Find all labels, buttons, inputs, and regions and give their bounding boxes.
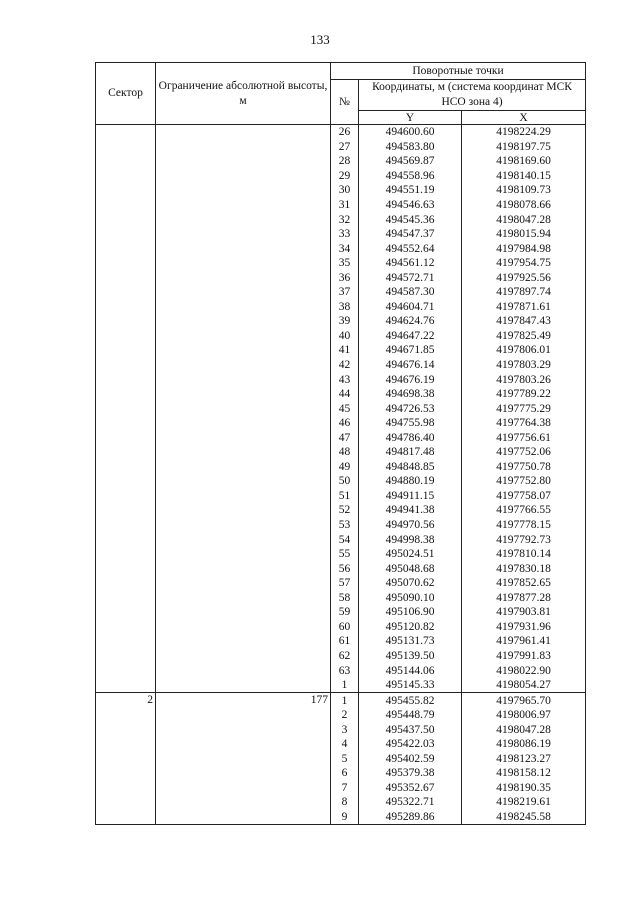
sector-cell	[96, 752, 156, 767]
x-coordinate-cell: 4197903.81	[462, 605, 586, 620]
header-coordinates: Координаты, м (система координат МСК НСО зона 4)	[359, 80, 586, 111]
y-coordinate-cell: 495437.50	[359, 722, 462, 737]
sector-cell	[96, 387, 156, 402]
point-number-cell: 47	[331, 430, 359, 445]
table-row	[96, 810, 586, 825]
header-number: №	[331, 80, 359, 125]
altitude-cell	[156, 358, 331, 373]
table-row	[96, 270, 586, 285]
header-altitude-limit: Ограничение абсолютной высоты, м	[156, 63, 331, 125]
x-coordinate-cell: 4197803.26	[462, 372, 586, 387]
sector-cell	[96, 503, 156, 518]
y-coordinate-cell: 494970.56	[359, 518, 462, 533]
altitude-cell	[156, 503, 331, 518]
sector-cell	[96, 649, 156, 664]
x-coordinate-cell: 4197825.49	[462, 329, 586, 344]
y-coordinate-cell: 494561.12	[359, 256, 462, 271]
x-coordinate-cell: 4198022.90	[462, 663, 586, 678]
point-number-cell: 7	[331, 781, 359, 796]
point-number-cell: 8	[331, 795, 359, 810]
y-coordinate-cell: 494911.15	[359, 489, 462, 504]
y-coordinate-cell: 494624.76	[359, 314, 462, 329]
altitude-cell: 177	[156, 693, 331, 708]
sector-cell	[96, 781, 156, 796]
point-number-cell: 44	[331, 387, 359, 402]
header-y: Y	[359, 111, 462, 125]
point-number-cell: 63	[331, 663, 359, 678]
altitude-cell	[156, 663, 331, 678]
y-coordinate-cell: 494726.53	[359, 401, 462, 416]
x-coordinate-cell: 4198054.27	[462, 678, 586, 693]
table-row	[96, 649, 586, 664]
altitude-cell	[156, 766, 331, 781]
x-coordinate-cell: 4198219.61	[462, 795, 586, 810]
altitude-cell	[156, 169, 331, 184]
altitude-cell	[156, 474, 331, 489]
y-coordinate-cell: 494583.80	[359, 140, 462, 155]
sector-cell	[96, 591, 156, 606]
sector-cell	[96, 795, 156, 810]
table-row	[96, 489, 586, 504]
altitude-cell	[156, 140, 331, 155]
altitude-cell	[156, 460, 331, 475]
sector-cell	[96, 474, 156, 489]
y-coordinate-cell: 495131.73	[359, 634, 462, 649]
altitude-cell	[156, 795, 331, 810]
x-coordinate-cell: 4197775.29	[462, 401, 586, 416]
sector-cell	[96, 722, 156, 737]
table-row	[96, 474, 586, 489]
y-coordinate-cell: 494545.36	[359, 212, 462, 227]
x-coordinate-cell: 4197756.61	[462, 430, 586, 445]
x-coordinate-cell: 4197897.74	[462, 285, 586, 300]
header-sector: Сектор	[96, 63, 156, 125]
altitude-cell	[156, 430, 331, 445]
sector-cell	[96, 227, 156, 242]
x-coordinate-cell: 4197758.07	[462, 489, 586, 504]
x-coordinate-cell: 4197847.43	[462, 314, 586, 329]
altitude-cell	[156, 416, 331, 431]
sector-cell	[96, 270, 156, 285]
altitude-cell	[156, 810, 331, 825]
sector-cell	[96, 766, 156, 781]
altitude-cell	[156, 591, 331, 606]
table-row	[96, 416, 586, 431]
table-row	[96, 634, 586, 649]
point-number-cell: 36	[331, 270, 359, 285]
y-coordinate-cell: 494604.71	[359, 300, 462, 315]
table-row	[96, 140, 586, 155]
point-number-cell: 2	[331, 708, 359, 723]
table-row	[96, 620, 586, 635]
x-coordinate-cell: 4197806.01	[462, 343, 586, 358]
x-coordinate-cell: 4197965.70	[462, 693, 586, 708]
x-coordinate-cell: 4198140.15	[462, 169, 586, 184]
y-coordinate-cell: 494671.85	[359, 343, 462, 358]
x-coordinate-cell: 4198158.12	[462, 766, 586, 781]
x-coordinate-cell: 4198006.97	[462, 708, 586, 723]
point-number-cell: 48	[331, 445, 359, 460]
x-coordinate-cell: 4197750.78	[462, 460, 586, 475]
table-row	[96, 300, 586, 315]
sector-cell	[96, 518, 156, 533]
table-row	[96, 503, 586, 518]
point-number-cell: 37	[331, 285, 359, 300]
x-coordinate-cell: 4197852.65	[462, 576, 586, 591]
sector-cell	[96, 154, 156, 169]
page-number: 133	[310, 32, 330, 47]
altitude-cell	[156, 343, 331, 358]
point-number-cell: 50	[331, 474, 359, 489]
point-number-cell: 56	[331, 561, 359, 576]
point-number-cell: 31	[331, 198, 359, 213]
point-number-cell: 26	[331, 125, 359, 140]
y-coordinate-cell: 495048.68	[359, 561, 462, 576]
sector-cell	[96, 489, 156, 504]
altitude-cell	[156, 212, 331, 227]
point-number-cell: 41	[331, 343, 359, 358]
point-number-cell: 62	[331, 649, 359, 664]
altitude-cell	[156, 605, 331, 620]
y-coordinate-cell: 494698.38	[359, 387, 462, 402]
point-number-cell: 3	[331, 722, 359, 737]
table-row	[96, 314, 586, 329]
point-number-cell: 57	[331, 576, 359, 591]
point-number-cell: 52	[331, 503, 359, 518]
sector-cell	[96, 678, 156, 693]
x-coordinate-cell: 4197925.56	[462, 270, 586, 285]
sector-cell	[96, 256, 156, 271]
x-coordinate-cell: 4198245.58	[462, 810, 586, 825]
point-number-cell: 40	[331, 329, 359, 344]
point-number-cell: 6	[331, 766, 359, 781]
y-coordinate-cell: 495422.03	[359, 737, 462, 752]
x-coordinate-cell: 4197871.61	[462, 300, 586, 315]
x-coordinate-cell: 4197803.29	[462, 358, 586, 373]
sector-cell	[96, 401, 156, 416]
x-coordinate-cell: 4197830.18	[462, 561, 586, 576]
x-coordinate-cell: 4197931.96	[462, 620, 586, 635]
sector-cell	[96, 125, 156, 140]
altitude-cell	[156, 518, 331, 533]
point-number-cell: 60	[331, 620, 359, 635]
y-coordinate-cell: 495144.06	[359, 663, 462, 678]
table-row	[96, 256, 586, 271]
x-coordinate-cell: 4198047.28	[462, 722, 586, 737]
point-number-cell: 38	[331, 300, 359, 315]
x-coordinate-cell: 4197877.28	[462, 591, 586, 606]
altitude-cell	[156, 387, 331, 402]
header-x: X	[462, 111, 586, 125]
altitude-cell	[156, 649, 331, 664]
altitude-cell	[156, 256, 331, 271]
x-coordinate-cell: 4197984.98	[462, 241, 586, 256]
sector-cell	[96, 445, 156, 460]
y-coordinate-cell: 494848.85	[359, 460, 462, 475]
point-number-cell: 9	[331, 810, 359, 825]
sector-cell	[96, 708, 156, 723]
sector-cell	[96, 620, 156, 635]
point-number-cell: 43	[331, 372, 359, 387]
table-row	[96, 708, 586, 723]
point-number-cell: 27	[331, 140, 359, 155]
altitude-cell	[156, 314, 331, 329]
sector-cell	[96, 140, 156, 155]
table-row	[96, 445, 586, 460]
y-coordinate-cell: 495139.50	[359, 649, 462, 664]
x-coordinate-cell: 4197961.41	[462, 634, 586, 649]
sector-cell	[96, 416, 156, 431]
altitude-cell	[156, 489, 331, 504]
table-row	[96, 241, 586, 256]
point-number-cell: 5	[331, 752, 359, 767]
y-coordinate-cell: 494817.48	[359, 445, 462, 460]
point-number-cell: 51	[331, 489, 359, 504]
table-row	[96, 547, 586, 562]
x-coordinate-cell: 4197789.22	[462, 387, 586, 402]
table-row	[96, 663, 586, 678]
point-number-cell: 1	[331, 678, 359, 693]
altitude-cell	[156, 678, 331, 693]
table-row	[96, 752, 586, 767]
x-coordinate-cell: 4197752.06	[462, 445, 586, 460]
altitude-cell	[156, 547, 331, 562]
y-coordinate-cell: 495448.79	[359, 708, 462, 723]
point-number-cell: 42	[331, 358, 359, 373]
altitude-cell	[156, 620, 331, 635]
table-row	[96, 460, 586, 475]
x-coordinate-cell: 4198086.19	[462, 737, 586, 752]
x-coordinate-cell: 4197991.83	[462, 649, 586, 664]
altitude-cell	[156, 737, 331, 752]
x-coordinate-cell: 4197766.55	[462, 503, 586, 518]
y-coordinate-cell: 495120.82	[359, 620, 462, 635]
y-coordinate-cell: 494551.19	[359, 183, 462, 198]
table-row	[96, 430, 586, 445]
y-coordinate-cell: 495455.82	[359, 693, 462, 708]
x-coordinate-cell: 4198078.66	[462, 198, 586, 213]
sector-cell	[96, 663, 156, 678]
y-coordinate-cell: 495070.62	[359, 576, 462, 591]
sector-cell	[96, 212, 156, 227]
x-coordinate-cell: 4197792.73	[462, 532, 586, 547]
sector-cell	[96, 810, 156, 825]
table-row	[96, 561, 586, 576]
y-coordinate-cell: 494880.19	[359, 474, 462, 489]
y-coordinate-cell: 494547.37	[359, 227, 462, 242]
sector-cell: 2	[96, 693, 156, 708]
point-number-cell: 53	[331, 518, 359, 533]
x-coordinate-cell: 4198109.73	[462, 183, 586, 198]
x-coordinate-cell: 4197764.38	[462, 416, 586, 431]
table-row	[96, 766, 586, 781]
altitude-cell	[156, 227, 331, 242]
table-row	[96, 737, 586, 752]
table-row	[96, 591, 586, 606]
sector-cell	[96, 314, 156, 329]
y-coordinate-cell: 495402.59	[359, 752, 462, 767]
y-coordinate-cell: 495024.51	[359, 547, 462, 562]
point-number-cell: 55	[331, 547, 359, 562]
sector-cell	[96, 576, 156, 591]
point-number-cell: 49	[331, 460, 359, 475]
altitude-cell	[156, 329, 331, 344]
point-number-cell: 59	[331, 605, 359, 620]
sector-cell	[96, 343, 156, 358]
point-number-cell: 30	[331, 183, 359, 198]
y-coordinate-cell: 494941.38	[359, 503, 462, 518]
altitude-cell	[156, 401, 331, 416]
y-coordinate-cell: 495379.38	[359, 766, 462, 781]
coordinates-table	[95, 62, 586, 825]
x-coordinate-cell: 4197778.15	[462, 518, 586, 533]
altitude-cell	[156, 183, 331, 198]
x-coordinate-cell: 4197954.75	[462, 256, 586, 271]
altitude-cell	[156, 722, 331, 737]
table-row	[96, 678, 586, 693]
point-number-cell: 4	[331, 737, 359, 752]
sector-cell	[96, 183, 156, 198]
y-coordinate-cell: 494546.63	[359, 198, 462, 213]
y-coordinate-cell: 495289.86	[359, 810, 462, 825]
x-coordinate-cell: 4197752.80	[462, 474, 586, 489]
point-number-cell: 54	[331, 532, 359, 547]
x-coordinate-cell: 4198190.35	[462, 781, 586, 796]
y-coordinate-cell: 494647.22	[359, 329, 462, 344]
point-number-cell: 61	[331, 634, 359, 649]
table-row	[96, 387, 586, 402]
table-row	[96, 169, 586, 184]
sector-cell	[96, 169, 156, 184]
x-coordinate-cell: 4198015.94	[462, 227, 586, 242]
table-row	[96, 125, 586, 140]
table-row	[96, 183, 586, 198]
altitude-cell	[156, 532, 331, 547]
table-row	[96, 795, 586, 810]
point-number-cell: 45	[331, 401, 359, 416]
sector-cell	[96, 605, 156, 620]
table-row	[96, 722, 586, 737]
y-coordinate-cell: 495322.71	[359, 795, 462, 810]
altitude-cell	[156, 154, 331, 169]
y-coordinate-cell: 494572.71	[359, 270, 462, 285]
point-number-cell: 39	[331, 314, 359, 329]
header-turning-points: Поворотные точки	[331, 63, 586, 80]
y-coordinate-cell: 494755.98	[359, 416, 462, 431]
sector-cell	[96, 547, 156, 562]
table-row	[96, 576, 586, 591]
table-row	[96, 227, 586, 242]
sector-cell	[96, 285, 156, 300]
sector-cell	[96, 358, 156, 373]
table-row	[96, 372, 586, 387]
sector-cell	[96, 561, 156, 576]
altitude-cell	[156, 125, 331, 140]
table-row	[96, 532, 586, 547]
y-coordinate-cell: 494569.87	[359, 154, 462, 169]
point-number-cell: 58	[331, 591, 359, 606]
altitude-cell	[156, 300, 331, 315]
point-number-cell: 28	[331, 154, 359, 169]
table-row	[96, 605, 586, 620]
x-coordinate-cell: 4198047.28	[462, 212, 586, 227]
altitude-cell	[156, 372, 331, 387]
y-coordinate-cell: 494558.96	[359, 169, 462, 184]
y-coordinate-cell: 494552.64	[359, 241, 462, 256]
point-number-cell: 34	[331, 241, 359, 256]
y-coordinate-cell: 494600.60	[359, 125, 462, 140]
y-coordinate-cell: 494676.14	[359, 358, 462, 373]
table-row	[96, 329, 586, 344]
altitude-cell	[156, 781, 331, 796]
sector-cell	[96, 329, 156, 344]
table-row	[96, 401, 586, 416]
point-number-cell: 33	[331, 227, 359, 242]
x-coordinate-cell: 4198224.29	[462, 125, 586, 140]
x-coordinate-cell: 4197810.14	[462, 547, 586, 562]
altitude-cell	[156, 576, 331, 591]
sector-cell	[96, 634, 156, 649]
y-coordinate-cell: 494786.40	[359, 430, 462, 445]
x-coordinate-cell: 4198197.75	[462, 140, 586, 155]
sector-cell	[96, 300, 156, 315]
table-body	[96, 125, 586, 825]
table-row	[96, 154, 586, 169]
sector-cell	[96, 460, 156, 475]
table-row	[96, 212, 586, 227]
altitude-cell	[156, 445, 331, 460]
altitude-cell	[156, 708, 331, 723]
point-number-cell: 35	[331, 256, 359, 271]
sector-cell	[96, 430, 156, 445]
altitude-cell	[156, 198, 331, 213]
table-row	[96, 693, 586, 708]
sector-cell	[96, 737, 156, 752]
sector-cell	[96, 198, 156, 213]
sector-cell	[96, 241, 156, 256]
altitude-cell	[156, 241, 331, 256]
y-coordinate-cell: 495090.10	[359, 591, 462, 606]
x-coordinate-cell: 4198123.27	[462, 752, 586, 767]
point-number-cell: 32	[331, 212, 359, 227]
y-coordinate-cell: 494998.38	[359, 532, 462, 547]
sector-cell	[96, 372, 156, 387]
point-number-cell: 1	[331, 693, 359, 708]
sector-cell	[96, 532, 156, 547]
table-row	[96, 198, 586, 213]
table-row	[96, 285, 586, 300]
altitude-cell	[156, 285, 331, 300]
table-row	[96, 343, 586, 358]
y-coordinate-cell: 494676.19	[359, 372, 462, 387]
y-coordinate-cell: 495106.90	[359, 605, 462, 620]
x-coordinate-cell: 4198169.60	[462, 154, 586, 169]
altitude-cell	[156, 270, 331, 285]
table-row	[96, 358, 586, 373]
altitude-cell	[156, 561, 331, 576]
y-coordinate-cell: 495145.33	[359, 678, 462, 693]
point-number-cell: 46	[331, 416, 359, 431]
altitude-cell	[156, 634, 331, 649]
table-row	[96, 781, 586, 796]
point-number-cell: 29	[331, 169, 359, 184]
table-row	[96, 518, 586, 533]
y-coordinate-cell: 494587.30	[359, 285, 462, 300]
y-coordinate-cell: 495352.67	[359, 781, 462, 796]
altitude-cell	[156, 752, 331, 767]
